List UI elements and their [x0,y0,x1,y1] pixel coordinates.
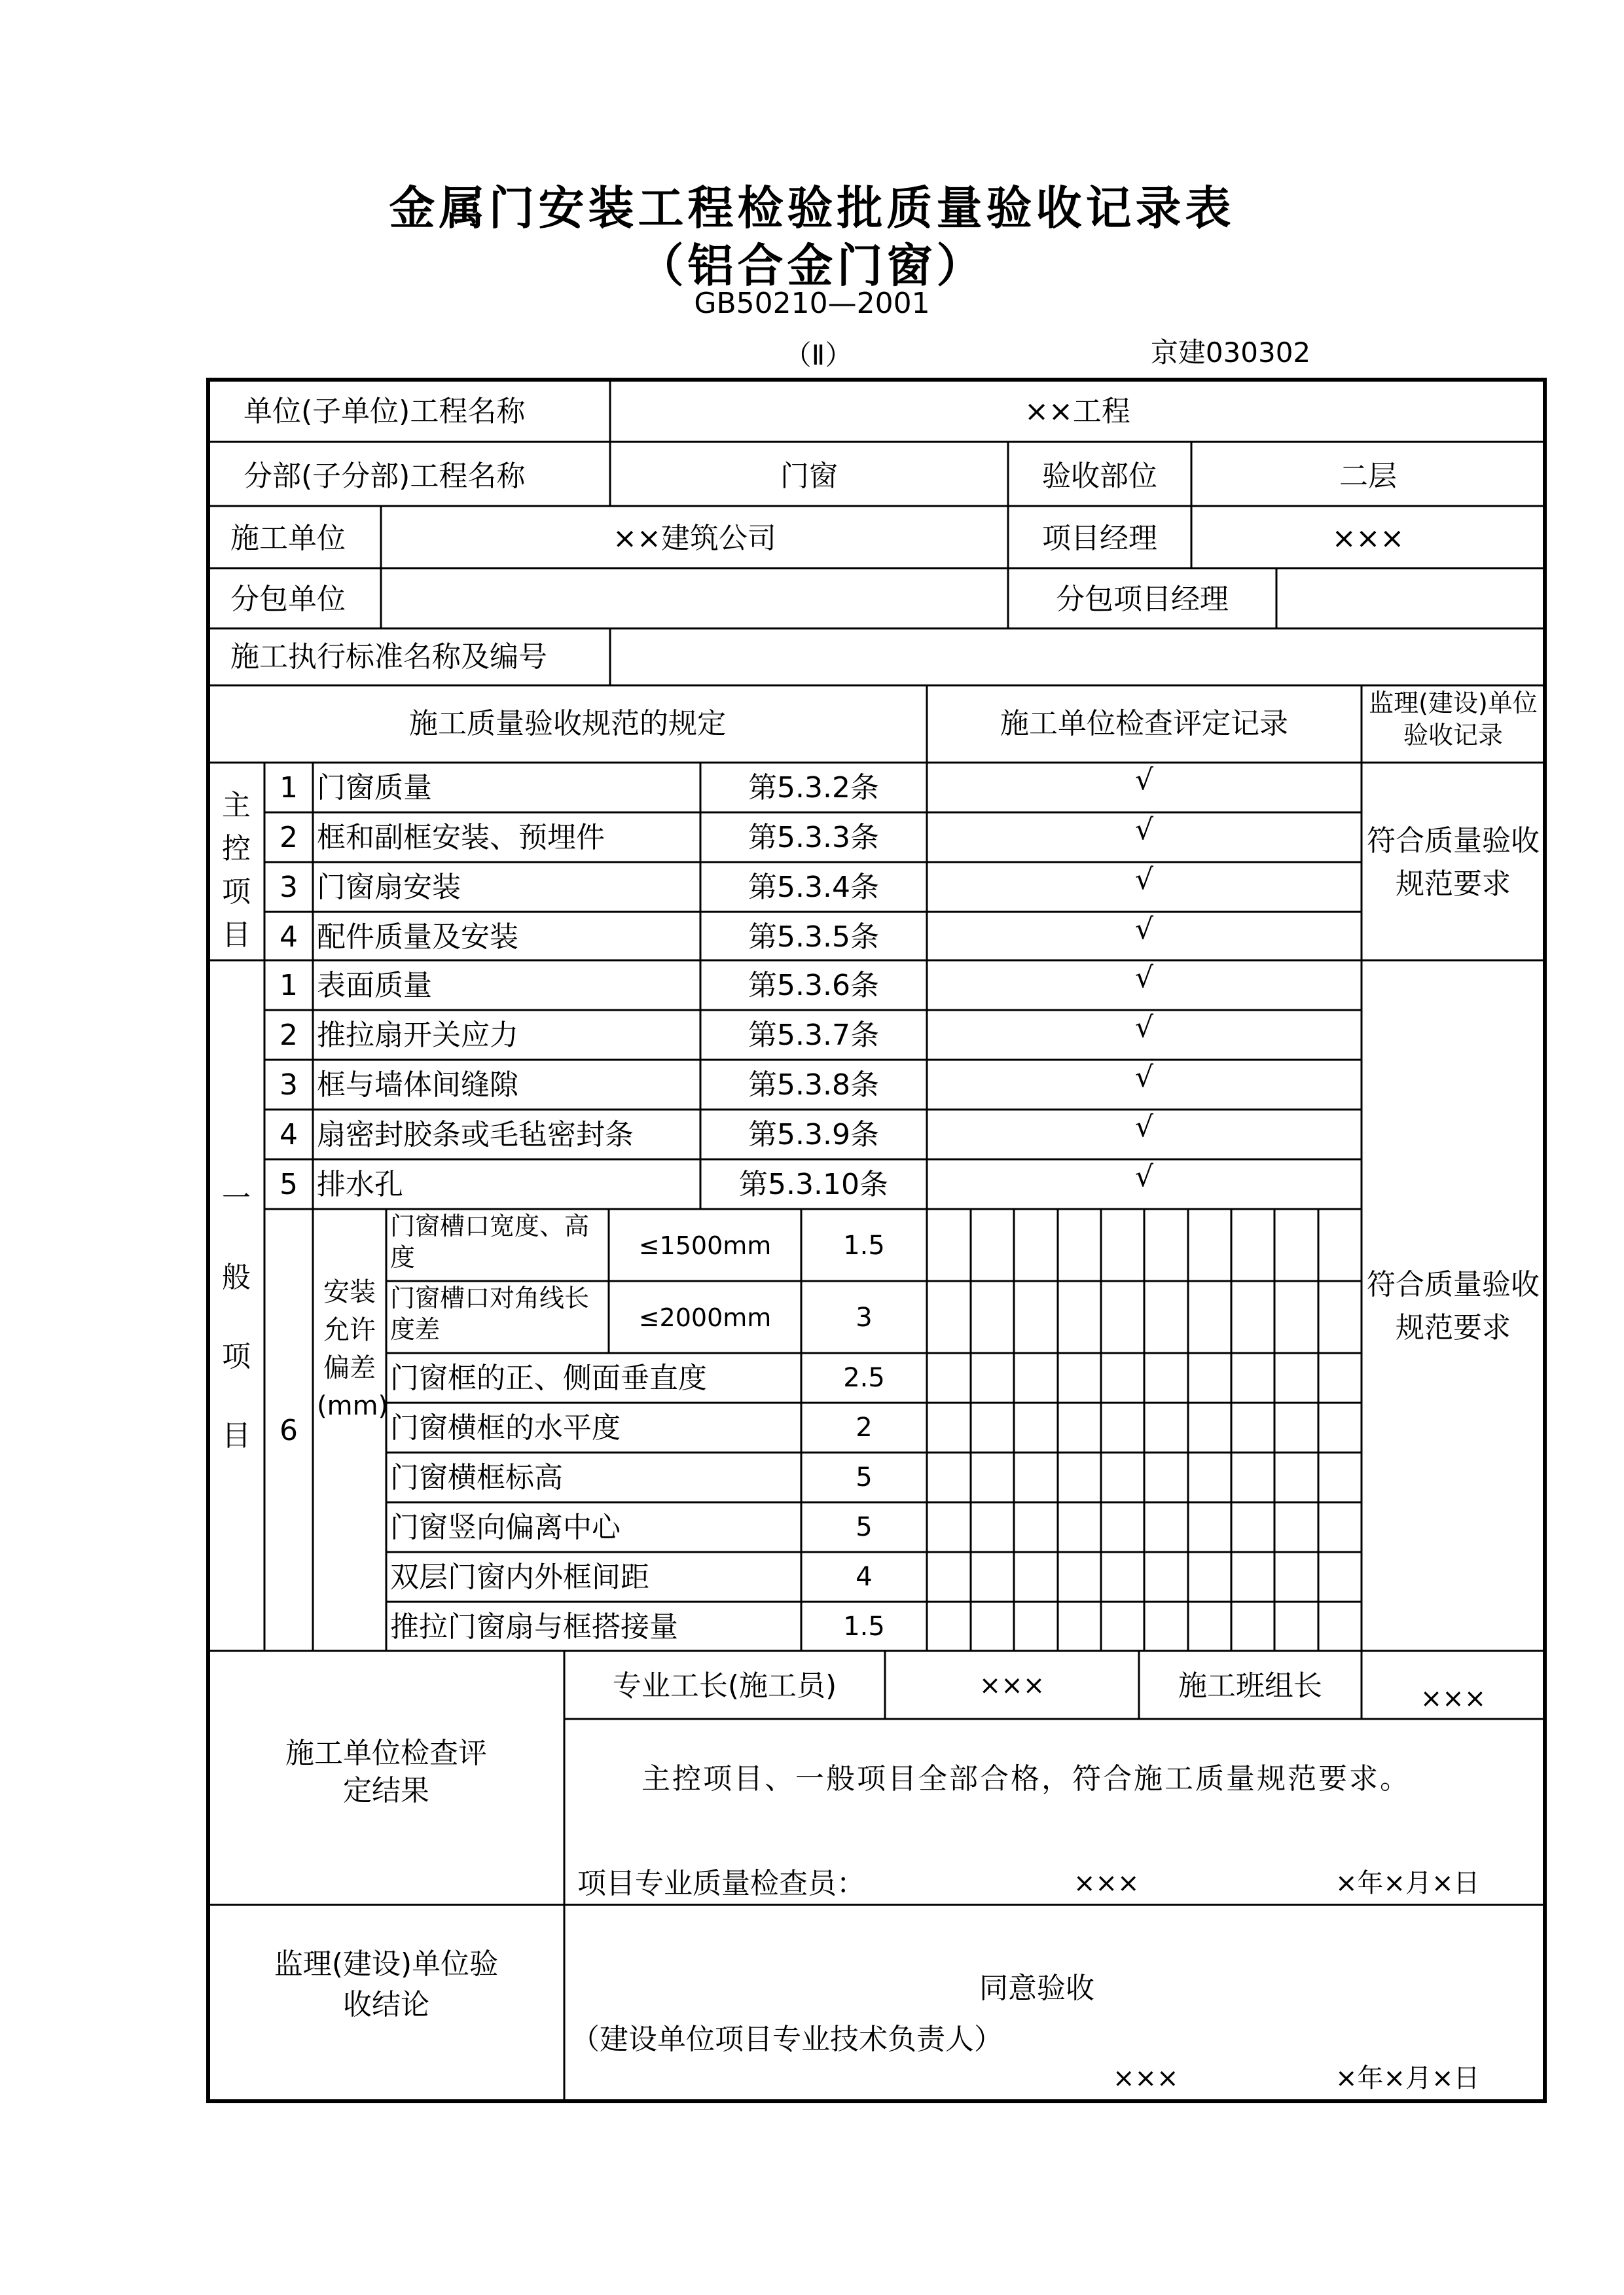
tolerance-number: 6 [280,1414,298,1447]
project-manager-value: ××× [1331,522,1405,555]
construction-unit-label: 施工单位 [230,522,346,555]
supervision-column-header: 监理(建设)单位验收记录 [1369,689,1538,750]
row-number: 3 [280,1068,298,1102]
signer-label: （建设单位项目专业技术负责人） [571,2023,1003,2056]
tolerance-name: 双层门窗内外框间距 [390,1561,649,1594]
foreman-value: ××× [979,1671,1045,1701]
row-clause: 第5.3.8条 [748,1068,879,1102]
row-clause: 第5.3.7条 [748,1019,879,1052]
tolerance-condition: ≤2000mm [638,1303,772,1332]
tolerance-value: 4 [856,1562,873,1592]
tolerance-name: 门窗竖向偏离中心 [390,1511,621,1544]
inspection-conclusion: 主控项目、一般项目全部合格，符合施工质量规范要求。 [641,1762,1411,1796]
row-number: 3 [280,871,298,904]
row-clause: 第5.3.2条 [748,771,879,804]
tolerance-name: 门窗横框的水平度 [390,1411,621,1445]
row-number: 5 [280,1168,298,1201]
inspector-value: ××× [1074,1868,1140,1898]
unit-project-value: ××工程 [1024,395,1130,428]
row-name: 推拉扇开关应力 [317,1019,518,1052]
tolerance-value: 2.5 [843,1363,885,1393]
row-clause: 第5.3.4条 [748,871,879,904]
inspector-label: 项目专业质量检查员： [577,1867,865,1900]
check-mark: √ [1134,1110,1154,1144]
check-mark: √ [1134,1160,1154,1193]
foreman-label: 专业工长(施工员) [612,1669,837,1703]
check-mark: √ [1134,1011,1154,1044]
check-mark: √ [1134,813,1154,846]
row-name: 门窗质量 [317,771,432,804]
tolerance-condition: ≤1500mm [638,1231,772,1260]
team-leader-label: 施工班组长 [1178,1669,1322,1703]
check-mark: √ [1134,863,1154,896]
main-items-result: 符合质量验收规范要求 [1367,824,1540,901]
supervision-conclusion: 同意验收 [979,1972,1094,2005]
tolerance-name: 门窗槽口宽度、高度 [390,1212,590,1272]
row-name: 框和副框安装、预埋件 [317,821,605,854]
sub-project-label: 分部(子分部)工程名称 [244,460,526,493]
spec-column-header: 施工质量验收规范的规定 [409,707,726,740]
supervision-label: 监理(建设)单位验收结论 [274,1947,499,2021]
row-number: 2 [280,1019,298,1052]
row-number: 1 [280,771,298,804]
acceptance-part-label: 验收部位 [1042,460,1157,493]
tolerance-value: 5 [856,1512,873,1542]
row-number: 4 [280,920,298,954]
acceptance-part-value: 二层 [1339,460,1397,493]
standard-number: GB50210—2001 [694,287,930,320]
form-code: 京建030302 [1150,336,1311,369]
check-mark: √ [1134,1060,1154,1094]
tolerance-value: 3 [856,1303,873,1333]
sub-project-value: 门窗 [780,460,838,493]
row-name: 表面质量 [317,969,432,1002]
row-clause: 第5.3.3条 [748,821,879,854]
standard-label: 施工执行标准名称及编号 [230,640,547,674]
tolerance-group-label: 安装允许偏差(mm) [317,1277,389,1421]
tolerance-value: 1.5 [843,1612,885,1642]
row-clause: 第5.3.9条 [748,1118,879,1151]
team-leader-value: ××× [1420,1684,1487,1714]
supervision-date: ×年×月×日 [1335,2063,1480,2093]
tolerance-name: 推拉门窗扇与框搭接量 [390,1610,678,1644]
row-number: 1 [280,969,298,1002]
tolerance-value: 2 [856,1413,873,1443]
project-manager-label: 项目经理 [1042,522,1157,555]
form-title: 金属门安装工程检验批质量验收记录表 [389,181,1235,235]
row-name: 门窗扇安装 [317,871,461,904]
row-clause: 第5.3.6条 [748,969,879,1002]
record-column-header: 施工单位检查评定记录 [1000,707,1288,740]
row-name: 排水孔 [317,1168,403,1201]
row-number: 4 [280,1118,298,1151]
main-items-group-label: 主控项目 [222,789,251,952]
roman-numeral: （Ⅱ） [784,339,853,371]
tolerance-value: 5 [856,1462,873,1492]
row-number: 2 [280,821,298,854]
check-mark: √ [1134,763,1154,797]
construction-unit-value: ××建筑公司 [613,522,776,555]
tolerance-name: 门窗槽口对角线长度差 [390,1284,590,1344]
form-subtitle: （铝合金门窗） [638,239,986,293]
general-items-group-label: 一般项目 [222,1182,251,1453]
tolerance-name: 门窗框的正、侧面垂直度 [390,1362,707,1395]
unit-project-label: 单位(子单位)工程名称 [244,395,526,428]
inspection-date: ×年×月×日 [1335,1868,1480,1898]
row-clause: 第5.3.5条 [748,920,879,954]
check-mark: √ [1134,961,1154,994]
check-mark: √ [1134,913,1154,946]
subcontract-manager-label: 分包项目经理 [1056,583,1229,616]
row-clause: 第5.3.10条 [739,1168,888,1201]
signer-value: ××× [1113,2063,1179,2093]
tolerance-name: 门窗横框标高 [390,1461,563,1494]
subcontract-unit-label: 分包单位 [230,583,346,616]
row-name: 配件质量及安装 [317,920,518,954]
tolerance-value: 1.5 [843,1231,885,1261]
general-items-result: 符合质量验收规范要求 [1367,1268,1540,1345]
row-name: 扇密封胶条或毛毡密封条 [317,1118,634,1151]
inspection-label: 施工单位检查评定结果 [285,1737,487,1808]
row-name: 框与墙体间缝隙 [317,1068,518,1102]
